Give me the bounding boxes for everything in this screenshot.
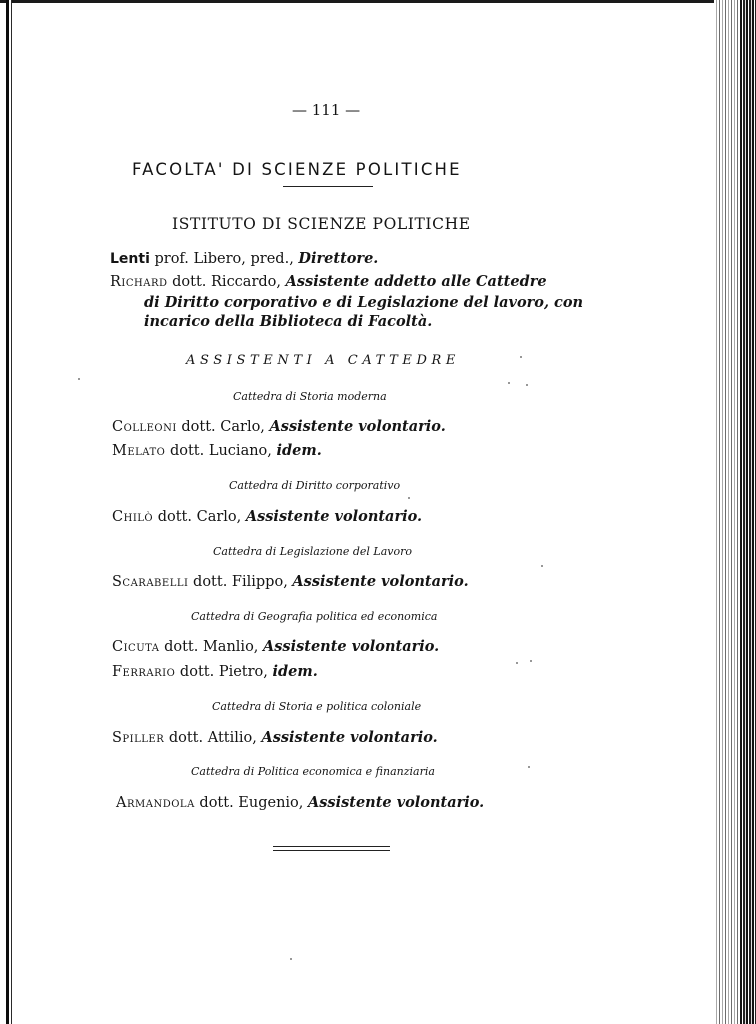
assistant-surname: Chilò [112, 509, 154, 525]
print-speck [526, 384, 528, 386]
assistant-role: Assistente volontario. [292, 573, 469, 590]
chair-heading: Cattedra di Storia moderna [233, 390, 387, 403]
print-speck [516, 662, 518, 664]
print-speck [528, 766, 530, 768]
assistant-details: dott. Pietro, [175, 664, 273, 680]
assistant-entry [112, 663, 318, 680]
assistant-entry [112, 418, 446, 435]
staff-details: dott. Riccardo, [167, 274, 286, 290]
staff-role-continued: di Diritto corporativo e di Legislazione del lavoro, con [144, 294, 584, 311]
assistant-role: Assistente volontario. [263, 638, 440, 655]
chair-heading: Cattedra di Diritto corporativo [229, 479, 401, 492]
staff-surname: Richard [110, 274, 168, 290]
print-speck [290, 958, 292, 960]
print-speck [541, 565, 543, 567]
assistant-details: dott. Manlio, [159, 639, 264, 655]
staff-role: Direttore. [298, 250, 379, 267]
staff-role-continued: incarico della Biblioteca di Facoltà. [144, 313, 433, 330]
assistant-details: dott. Eugenio, [194, 795, 309, 811]
assistant-entry [116, 794, 484, 811]
assistant-details: dott. Luciano, [165, 443, 277, 459]
page-number: — 111 — [292, 101, 361, 119]
assistant-entry [112, 729, 438, 746]
institute-title: ISTITUTO DI SCIENZE POLITICHE [172, 215, 471, 233]
chair-heading: Cattedra di Geografia politica ed economica [191, 610, 438, 623]
assistant-role: Assistente volontario. [269, 418, 446, 435]
print-speck [408, 497, 410, 499]
end-rule [273, 850, 390, 851]
end-rule [273, 846, 390, 847]
staff-role: Assistente addetto alle Cattedre [285, 273, 547, 290]
chair-heading: Cattedra di Storia e politica coloniale [212, 700, 422, 713]
assistant-role: idem. [272, 663, 318, 680]
assistant-surname: Colleoni [112, 419, 177, 435]
page-right-edge [714, 0, 756, 1024]
assistant-surname: Spiller [112, 730, 165, 746]
staff-entry-director [110, 250, 378, 267]
assistant-entry [112, 573, 469, 590]
chair-heading: Cattedra di Politica economica e finanziaria [191, 765, 435, 778]
assistant-details: dott. Filippo, [188, 574, 293, 590]
page-top-edge [0, 0, 756, 6]
faculty-title: FACOLTA' DI SCIENZE POLITICHE [132, 160, 462, 179]
assistant-role: Assistente volontario. [261, 729, 438, 746]
chair-heading: Cattedra di Legislazione del Lavoro [213, 545, 413, 558]
staff-surname: Lenti [110, 251, 150, 267]
staff-entry-assistant [110, 273, 547, 290]
assistant-role: Assistente volontario. [245, 508, 423, 525]
assistant-entry [112, 508, 422, 525]
print-speck [530, 660, 532, 662]
assistant-surname: Melato [112, 443, 166, 459]
assistant-details: dott. Carlo, [176, 419, 270, 435]
title-rule [283, 186, 373, 187]
assistant-details: dott. Attilio, [164, 730, 262, 746]
assistant-role: idem. [276, 442, 322, 459]
print-speck [508, 382, 510, 384]
staff-details: prof. Libero, pred., [149, 251, 299, 267]
assistant-surname: Ferrario [112, 664, 176, 680]
print-speck [520, 356, 522, 358]
assistant-surname: Armandola [116, 795, 195, 811]
assistant-entry [112, 638, 439, 655]
assistant-surname: Cicuta [112, 639, 160, 655]
page-left-edge [6, 0, 16, 1024]
assistant-role: Assistente volontario. [308, 794, 485, 811]
assistants-heading: ASSISTENTI A CATTEDRE [186, 353, 461, 368]
assistant-details: dott. Carlo, [153, 509, 246, 525]
assistant-entry [112, 442, 322, 459]
print-speck [78, 378, 80, 380]
assistant-surname: Scarabelli [112, 574, 189, 590]
